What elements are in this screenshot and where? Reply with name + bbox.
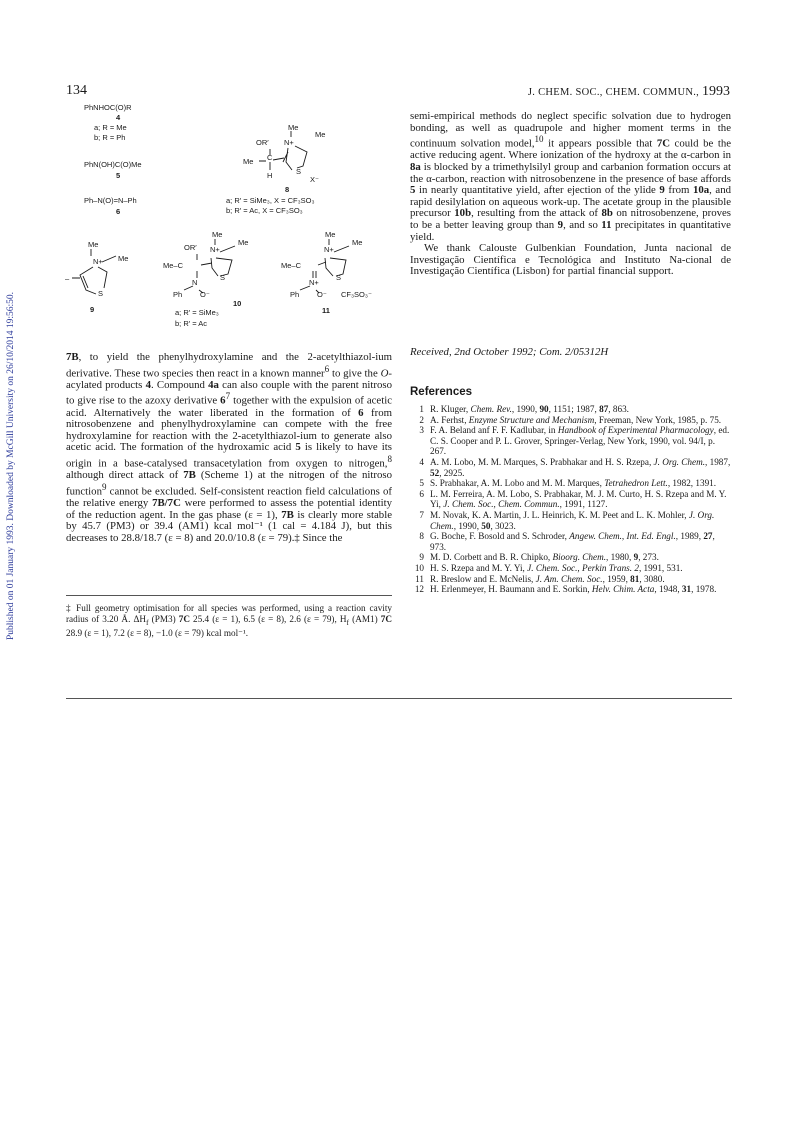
atom-h: H: [267, 171, 273, 180]
compound-5-number: 5: [116, 171, 121, 180]
footnote: ‡ Full geometry optimisation for all species was performed, using a reaction cavity radius of 3.20 Å. $\Delta H_f$ (PM3) 7C 25.4 (ε = 1), 6.5 (ε = 8), 2.6 (ε = 79), $H_f$ (AM1) 7C 28.9 (ε = 1), 7.2 (ε = 8), −1.0 (ε = 79) kcal mol⁻¹.: [66, 603, 392, 639]
reference-item: 6 L. M. Ferreira, A. M. Lobo, S. Prabhakar, M. J. M. Curto, H. S. Rzepa and M. Y. Yi, J. Chem. Soc., Chem. Commun., 1991, 1127.: [419, 488, 727, 510]
body-paragraph: 7B, to yield the phenylhydroxylamine and the 2-acetylthiazol-ium derivative. These two species then react in a known manner$^6$ to give the O-acylated products 4. Compound 4a can also couple with the parent nitroso to give rise to the azoxy derivative $6^7$ together with the expulsion of acetic acid. Alternatively the water liberated in the formation of 6 from nitrosobenzene and phenylhydroxylamine can compete with the free hydroxylamine for reaction with the 2-acetylthiazol-ium to generate also acetic acid. The formation of the hydroxamic acid 5 is likely to have its origin in a base-catalysed transacetylation from oxygen to nitrogen,$^8$ although direct attack of 7B (Scheme 1) at the nitrogen of the nitroso function$^9$ cannot be excluded. Self-consistent reaction field calculations of the relative energy 7B/7C were performed to assess the potential identity of the reduction agent. In the gas phase (ε = 1), 7B is clearly more stable by 45.7 (PM3) or 39.4 (AM1) kcal mol⁻¹ (1 cal = 4.184 J), but this decreases to 28.8/18.7 (ε = 8) and 20.0/10.8 (ε = 79).‡ Since the: [66, 351, 393, 544]
reference-item: 2 A. Ferhst, Enzyme Structure and Mechanism, Freeman, New York, 1985, p. 75.: [419, 414, 722, 425]
scheme-drawing: [60, 100, 395, 340]
journal-name: J. CHEM. SOC., CHEM. COMMUN.,: [527, 87, 700, 98]
download-stamp-text: Published on 01 January 1993. Downloaded by McGill University on 26/10/2014 19:56:50.: [6, 291, 16, 640]
atom-me: Me: [288, 123, 299, 132]
atom-me: Me: [243, 157, 254, 166]
compound-4a-label: a; R = Me: [94, 123, 127, 132]
atom-c: C: [267, 153, 273, 162]
atom-me-c: Me–C: [163, 261, 184, 270]
atom-minus: –: [65, 274, 70, 283]
compound-4-number: 4: [116, 113, 121, 122]
acknowledgements: We thank Calouste Gulbenkian Foundation, Junta nacional de Investigação Científica e Tecnológica and Instituto Na-cional de Investigação Científica (Lisbon) for partial financial support.: [410, 242, 731, 278]
reference-item: 9 M. D. Corbett and B. R. Chipko, Bioorg. Chem., 1980, 9, 273.: [419, 552, 659, 563]
received-line: Received, 2nd October 1992; Com. 2/05312H: [410, 346, 609, 358]
compound-4b-label: b; R = Ph: [94, 133, 126, 142]
atom-s: S: [98, 289, 104, 298]
compound-9-structure: [65, 240, 128, 298]
compound-10a-label: a; R′ = SiMe₃: [175, 308, 219, 317]
compound-6-formula: Ph–N(O)=N–Ph: [84, 196, 137, 205]
reference-item: 12 H. Erlenmeyer, H. Baumann and E. Sorkin, Helv. Chim. Acta, 1948, 31, 1978.: [414, 584, 717, 595]
references-list: [410, 404, 731, 595]
compound-9-number: 9: [90, 305, 95, 314]
compound-11-number: 11: [322, 306, 330, 315]
compound-6-number: 6: [116, 207, 121, 216]
atom-s: S: [220, 273, 226, 282]
atom-me: Me: [238, 238, 249, 247]
page-number: 134: [66, 83, 87, 98]
atom-n-plus: N+: [284, 138, 294, 147]
references-heading: References: [410, 386, 473, 398]
reference-item: 11 R. Breslow and E. McNelis, J. Am. Chem. Soc., 1959, 81, 3080.: [415, 573, 665, 584]
reference-item: 4 A. M. Lobo, M. M. Marques, S. Prabhakar and H. S. Rzepa, J. Org. Chem., 1987, 52, 2925.: [419, 456, 731, 478]
atom-n-plus: N+: [324, 245, 334, 254]
running-head: [528, 84, 730, 100]
atom-or: OR′: [256, 138, 269, 147]
atom-me: Me: [212, 230, 223, 239]
page-bottom-rule: [66, 698, 732, 699]
atom-n-plus: N+: [309, 278, 319, 287]
download-stamp: [6, 260, 20, 660]
atom-ph: Ph: [173, 290, 183, 299]
atom-me: Me: [88, 240, 99, 249]
atom-n-plus: N+: [210, 245, 220, 254]
compound-10b-label: b; R′ = Ac: [175, 319, 208, 328]
atom-n-plus: N+: [93, 257, 103, 266]
reference-item: 10 H. S. Rzepa and M. Y. Yi, J. Chem. Soc., Perkin Trans. 2, 1991, 531.: [414, 562, 683, 573]
atom-me: Me: [118, 254, 129, 263]
atom-x: X⁻: [310, 175, 319, 184]
reference-item: 8 G. Boche, F. Bosold and S. Schroder, Angew. Chem., Int. Ed. Engl., 1989, 27, 973.: [419, 531, 715, 552]
journal-year: 1993: [702, 84, 730, 99]
atom-me: Me: [325, 230, 336, 239]
reference-item: 3 F. A. Beland anf F. F. Kadlubar, in Handbook of Experimental Pharmacology, ed. C. S. Cooper and P. L. Grover, Springer-Verlag, New York, 1990, vol. 94/I, p. 267.: [419, 425, 730, 457]
chemical-scheme: [60, 100, 395, 340]
atom-o-minus: O⁻: [317, 290, 327, 299]
compound-10-structure: [163, 230, 248, 299]
atom-ph: Ph: [290, 290, 300, 299]
atom-n: N: [192, 278, 198, 287]
compound-8-structure: [243, 123, 325, 184]
compound-8a-label: a; R′ = SiMe₃, X = CF₃SO₃: [226, 196, 315, 205]
reference-item: 1 R. Kluger, Chem. Rev., 1990, 90, 1151; 1987, 87, 863.: [419, 404, 629, 414]
footnote-divider: [66, 595, 392, 596]
atom-counterion: CF₃SO₃⁻: [341, 290, 372, 299]
compound-4-formula: PhNHOC(O)R: [84, 103, 132, 112]
atom-me-c: Me–C: [281, 261, 302, 270]
reference-item: 7 M. Novak, K. A. Martin, J. L. Heinrich, K. M. Peet and L. K. Mohler, J. Org. Chem., 1990, 50, 3023.: [419, 509, 715, 531]
compound-10-number: 10: [233, 299, 242, 308]
atom-or: OR′: [184, 243, 197, 252]
atom-me: Me: [352, 238, 363, 247]
body-paragraph: semi-empirical methods do neglect specific solvation due to hydrogen bonding, as well as quadrupole and higher moment terms in the continuum solvation model,$^{10}$ it appears possible that 7C could be the active reducing agent. Where ionization of the hydroxy at the α-carbon in 8a is blocked by a trimethylsilyl group and carbanion formation occurs at the α-carbon, reaction with nitrosobenzene in the presence of base affords 5 in nearly quantitative yield, after ejection of the ylide 9 from 10a, and rapid desilylation on aqueous work-up. The acetate group in the plausible precursor 10b, resulting from the attack of 8b on nitrosobenzene, proves to be a better leaving group than 9, and so 11 precipitates in quantitative yield.: [410, 110, 732, 243]
compound-11-structure: [281, 230, 372, 299]
reference-item: 5 S. Prabhakar, A. M. Lobo and M. M. Marques, Tetrahedron Lett., 1982, 1391.: [419, 478, 717, 489]
atom-o-minus: O⁻: [200, 290, 210, 299]
compound-5-formula: PhN(OH)C(O)Me: [84, 160, 142, 169]
left-column: [66, 352, 392, 544]
atom-me: Me: [315, 130, 326, 139]
compound-8b-label: b; R′ = Ac, X = CF₃SO₃: [226, 206, 303, 215]
atom-s: S: [296, 167, 302, 176]
atom-s: S: [336, 273, 342, 282]
right-column: [410, 111, 731, 278]
compound-8-number: 8: [285, 185, 290, 194]
